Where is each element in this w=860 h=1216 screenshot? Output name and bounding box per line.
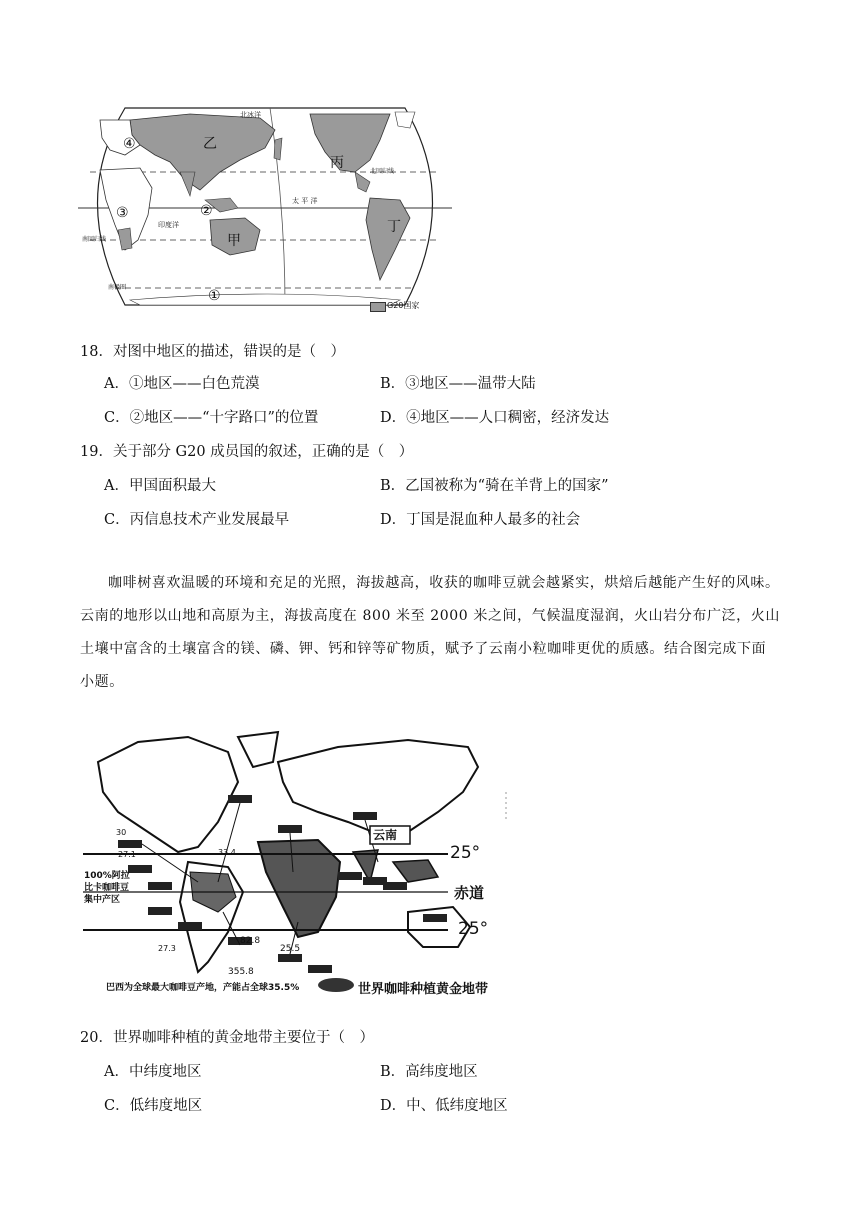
yunnan-label: 云南 [373, 828, 398, 842]
brazil-note: 巴西为全球最大咖啡豆产地，产能占全球35.5% [106, 983, 300, 993]
q18-option-c[interactable]: C．②地区——“十字路口”的位置 [104, 410, 319, 426]
q18-option-a[interactable]: A．①地区——白色荒漠 [104, 376, 260, 392]
q20-option-b[interactable]: B．高纬度地区 [380, 1064, 478, 1080]
question-18-stem: 18．对图中地区的描述，错误的是（ ） [80, 344, 345, 360]
label-jia: 甲 [227, 233, 241, 249]
value-33-4: 33.4 [218, 848, 236, 857]
question-19-stem: 19．关于部分 G20 成员国的叙述，正确的是（ ） [80, 444, 414, 460]
value-27-3: 27.3 [158, 944, 176, 953]
q19-option-c[interactable]: C．丙信息技术产业发展最早 [104, 512, 290, 528]
label-yi: 乙 [203, 136, 217, 152]
q19-option-b[interactable]: B．乙国被称为“骑在羊背上的国家” [380, 478, 609, 494]
q19-option-a[interactable]: A．甲国面积最大 [104, 478, 216, 494]
q18-option-b[interactable]: B．③地区——温带大陆 [380, 376, 536, 392]
legend-swatch [370, 302, 386, 312]
latitude-north-25-label: 25° [450, 843, 481, 863]
label-circle-2: ② [200, 203, 213, 219]
legend-g20-label: G20国家 [387, 301, 420, 310]
g20-world-map [70, 100, 460, 315]
label-indian-ocean: 印度洋 [158, 221, 179, 229]
q19-option-d[interactable]: D．丁国是混血种人最多的社会 [380, 512, 581, 528]
value-82-8: 82.8 [240, 936, 261, 946]
label-circle-1: ① [208, 288, 221, 304]
reading-passage: 咖啡树喜欢温暖的环境和充足的光照，海拔越高，收获的咖啡豆就会越紧实，烘焙后越能产生好的风味。云南的地形以山地和高原为主，海拔高度在 800 米至 2000 米之间，气候温度湿润，火山岩分布广泛，火山土壤中富含的土壤富含的镁、磷、钾、钙和锌等矿物质，赋予了云南小粒咖啡更优的质感。结合图完成下面小题。 [80, 575, 780, 690]
value-25-5: 25.5 [280, 944, 301, 954]
label-pacific-ocean: 太 平 洋 [292, 197, 318, 205]
label-tropic-south: 南回归线 [82, 236, 107, 243]
label-circle-4: ④ [123, 136, 136, 152]
question-20-stem: 20．世界咖啡种植的黄金地带主要位于（ ） [80, 1030, 374, 1046]
arabica-note: 100%阿拉比卡咖啡豆集中产区 [84, 871, 130, 905]
latitude-south-25-label: 25° [458, 919, 489, 939]
label-tropic-north: 北回归线 [370, 168, 395, 175]
label-antarctic-circle: 南极圈 [108, 284, 127, 291]
q20-option-d[interactable]: D．中、低纬度地区 [380, 1098, 508, 1114]
value-30: 30 [116, 828, 127, 837]
label-ding: 丁 [387, 219, 401, 235]
q20-option-c[interactable]: C．低纬度地区 [104, 1098, 203, 1114]
label-arctic-ocean: 北冰洋 [240, 111, 261, 119]
coffee-map-figure [78, 722, 508, 1002]
value-27-1: 27.1 [118, 850, 136, 859]
q18-option-d[interactable]: D．④地区——人口稠密，经济发达 [380, 410, 610, 426]
label-circle-3: ③ [116, 205, 129, 221]
coffee-belt-map [78, 722, 508, 1002]
belt-legend-label: 世界咖啡种植黄金地带 [358, 982, 489, 997]
q20-option-a[interactable]: A．中纬度地区 [104, 1064, 202, 1080]
label-bing: 丙 [330, 155, 344, 171]
value-355-8: 355.8 [228, 967, 254, 977]
equator-label: 赤道 [454, 884, 485, 902]
